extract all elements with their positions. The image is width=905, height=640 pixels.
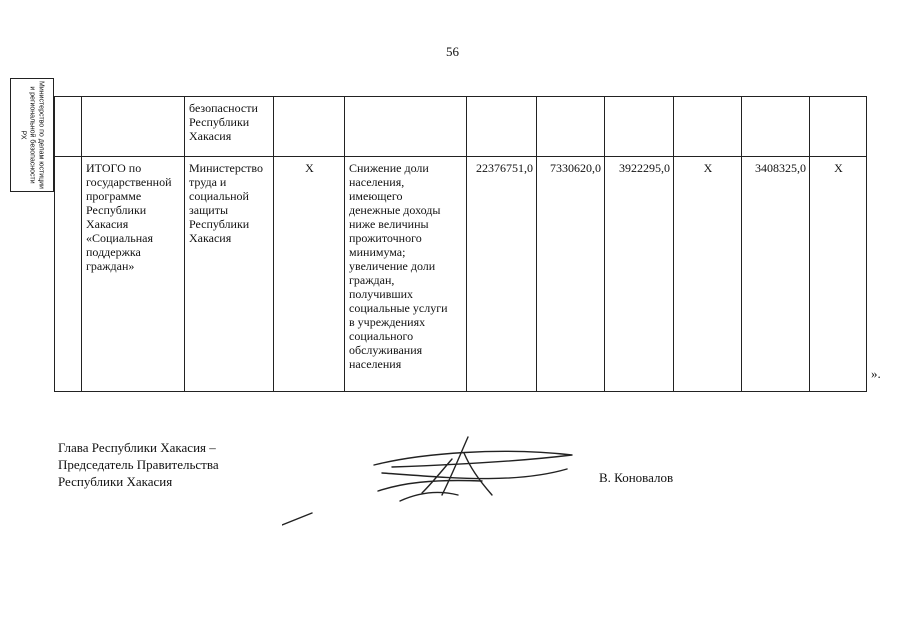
table-row [55,97,867,157]
table-cell: 7330620,0 [537,157,605,392]
table-cell [55,97,82,157]
budget-table [54,96,867,392]
table-cell: Х [274,157,345,392]
closing-quote-mark: ». [871,366,881,381]
table-cell: Х [810,157,867,392]
table-cell: 3408325,0 [742,157,810,392]
table-cell: Снижение доли населения, имеющего денежные доходы ниже величины прожиточного минимума; увеличение доли граждан, получивших социальные услуги в учреждениях социального обслуживания населения [345,157,467,392]
table-cell [274,97,345,157]
handwritten-signature [282,425,582,535]
table-cell: ИТОГО по государственной программе Республики Хакасия «Социальная поддержка граждан» [82,157,185,392]
table-cell: 22376751,0 [467,157,537,392]
table-cell [742,97,810,157]
table-cell: 3922295,0 [605,157,674,392]
table-cell: Министерство труда и социальной защиты Республики Хакасия [185,157,274,392]
table-cell [467,97,537,157]
signer-title: Глава Республики Хакасия – Председатель Правительства Республики Хакасия [58,440,219,489]
table-cell [605,97,674,157]
signer-name: В. Коновалов [599,470,674,485]
table-cell [810,97,867,157]
table-cell [55,157,82,392]
table-cell [82,97,185,157]
table-cell [537,97,605,157]
table-row [55,157,867,392]
page-number: 56 [446,44,459,59]
table-cell [345,97,467,157]
table-cell: Х [674,157,742,392]
stamp-text: Министерство по делам юстиции и региональной безопасности РХ [19,81,45,189]
official-stamp [10,78,54,192]
table-cell: безопасности Республики Хакасия [185,97,274,157]
table-cell [674,97,742,157]
